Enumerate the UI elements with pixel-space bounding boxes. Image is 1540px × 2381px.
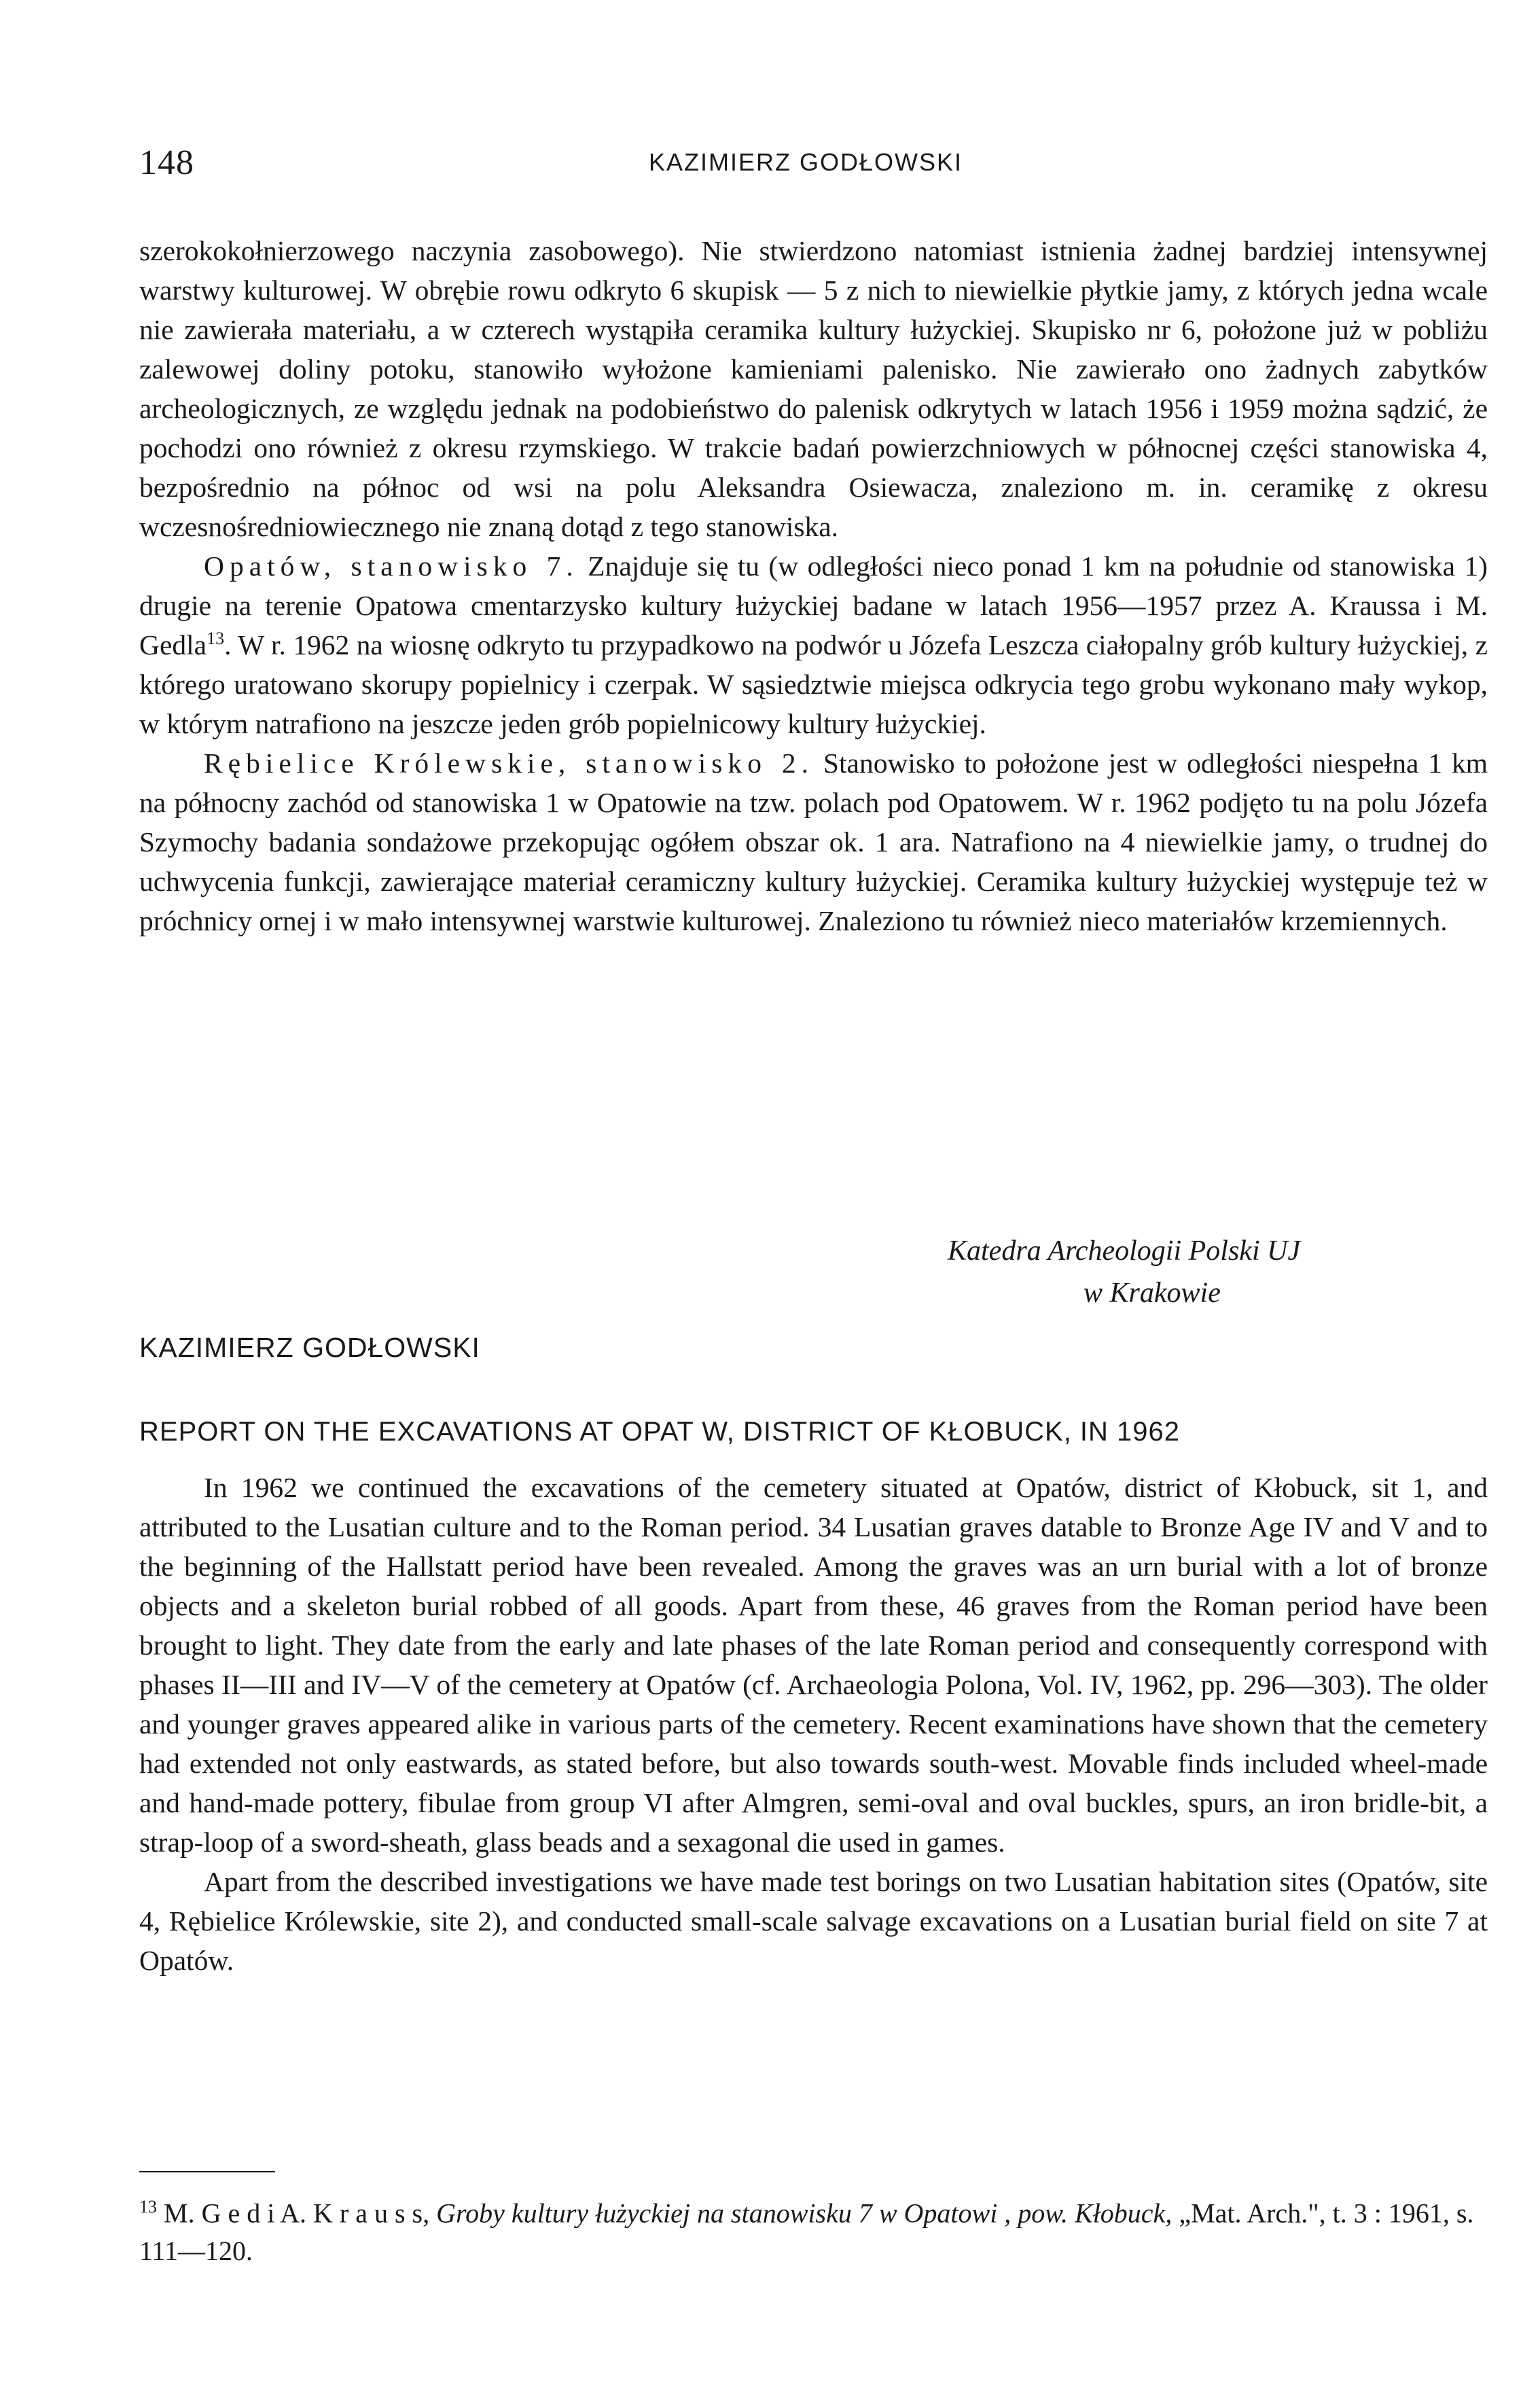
paragraph-opatow-site-7 [139, 546, 1488, 743]
footnote-reference: 13 [207, 629, 225, 649]
paragraph: Apart from the described investigations we have made test borings on two Lusatian habitation sites (Opatów, site 4, Rębielice Królewskie, site 2), and conducted small-scale salvage excavations on a Lusatian burial field on site 7 at Opatów. [139, 1866, 1488, 1976]
english-summary [139, 1468, 1488, 1980]
site-heading: Rębielice Królewskie, stanowisko 2. [204, 747, 814, 779]
site-heading: Opatów, stanowisko 7. [204, 550, 579, 582]
page-number: 148 [139, 143, 194, 182]
footnote-divider [139, 2171, 275, 2172]
footnote-authors: M. G e d i A. K r a u s s, [157, 2198, 437, 2229]
affiliation-line: Katedra Archeologii Polski UJ [948, 1235, 1301, 1267]
footnote [139, 2188, 1488, 2270]
page-header [139, 143, 1401, 197]
footnote-title: Groby kultury łużyckiej na stanowisku 7 w Opatowi , pow. Kłobuck, [436, 2198, 1172, 2229]
summary-title: REPORT ON THE EXCAVATIONS AT OPAT W, DISTRICT OF KŁOBUCK, IN 1962 [139, 1417, 1181, 1447]
running-head: KAZIMIERZ GODŁOWSKI [649, 148, 963, 176]
paragraph-text: Stanowisko to położone jest w odległości niespełna 1 km na północny zachód od stanowiska 1 w Opatowie na tzw. polach pod Opatowem. W r. 1962 podjęto tu na polu Józefa Szymochy badania sondażowe przekopując ogółem obszar ok. 1 ara. Natrafiono na 4 niewielkie jamy, o trudnej do uchwycenia funkcji, zawierające materiał ceramiczny kultury łużyckiej. Ceramika kultury łużyckiej występuje też w próchnicy ornej i w mało intensywnej warstwie kulturowej. Znaleziono tu również nieco materiałów krzemiennych. [139, 747, 1488, 936]
affiliation-line: w Krakowie [1084, 1277, 1221, 1309]
summary-author: KAZIMIERZ GODŁOWSKI [139, 1332, 480, 1363]
polish-section [139, 231, 1488, 940]
paragraph: szerokokołnierzowego naczynia zasobowego). Nie stwierdzono natomiast istnienia żadnej bardziej intensywnej warstwy kulturowej. W obrębie rowu odkryto 6 skupisk — 5 z nich to niewielkie płytkie jamy, z których jedna wcale nie zawierała materiału, a w czterech wystąpiła ceramika kultury łużyckiej. Skupisko nr 6, położone już w pobliżu zalewowej doliny potoku, stanowiło wyłożone kamieniami palenisko. Nie zawierało ono żadnych zabytków archeologicznych, ze względu jednak na podobieństwo do palenisk odkrytych w latach 1956 i 1959 można sądzić, że pochodzi ono również z okresu rzymskiego. W trakcie badań powierzchniowych w północnej części stanowiska 4, bezpośrednio na północ od wsi na polu Aleksandra Osiewacza, znaleziono m. in. ceramikę z okresu wczesnośredniowiecznego nie znaną dotąd z tego stanowiska. [139, 235, 1488, 542]
paragraph-text: Znajduje się tu (w odległości nieco ponad 1 km na południe od stanowiska 1) drugie na terenie Opatowa cmentarzysko kultury łużyckiej badane w latach 1956—1957 przez A. Kraussa i M. Gedla [139, 550, 1488, 660]
footnote-mark: 13 [139, 2197, 157, 2217]
affiliation [948, 1230, 1300, 1314]
paragraph-rebielice-site-2 [139, 743, 1488, 940]
footnote-citation: „Mat. Arch.", t. 3 : 1961, s. 111—120. [139, 2198, 1474, 2267]
paragraph-text: . W r. 1962 na wiosnę odkryto tu przypadkowo na podwór u Józefa Leszcza ciałopalny grób kultury łużyckiej, z którego uratowano skorupy popielnicy i czerpak. W sąsiedztwie miejsca odkrycia tego grobu wykonano mały wykop, w którym natrafiono na jeszcze jeden grób popielnicowy kultury łużyckiej. [139, 629, 1488, 739]
paragraph: In 1962 we continued the excavations of the cemetery situated at Opatów, district of Kłobuck, sit 1, and attributed to the Lusatian culture and to the Roman period. 34 Lusatian graves datable to Bronze Age IV and V and to the beginning of the Hallstatt period have been revealed. Among the graves was an urn burial with a lot of bronze objects and a skeleton burial robbed of all goods. Apart from these, 46 graves from the Roman period have been brought to light. They date from the early and late phases of the late Roman period and consequently correspond with phases II—III and IV—V of the cemetery at Opatów (cf. Archaeologia Polona, Vol. IV, 1962, pp. 296—303). The older and younger graves appeared alike in various parts of the cemetery. Recent examinations have shown that the cemetery had extended not only eastwards, as stated before, but also towards south-west. Movable finds included wheel-made and hand-made pottery, fibulae from group VI after Almgren, semi-oval and oval buckles, spurs, an iron bridle-bit, a strap-loop of a sword-sheath, glass beads and a sexagonal die used in games. [139, 1472, 1488, 1858]
